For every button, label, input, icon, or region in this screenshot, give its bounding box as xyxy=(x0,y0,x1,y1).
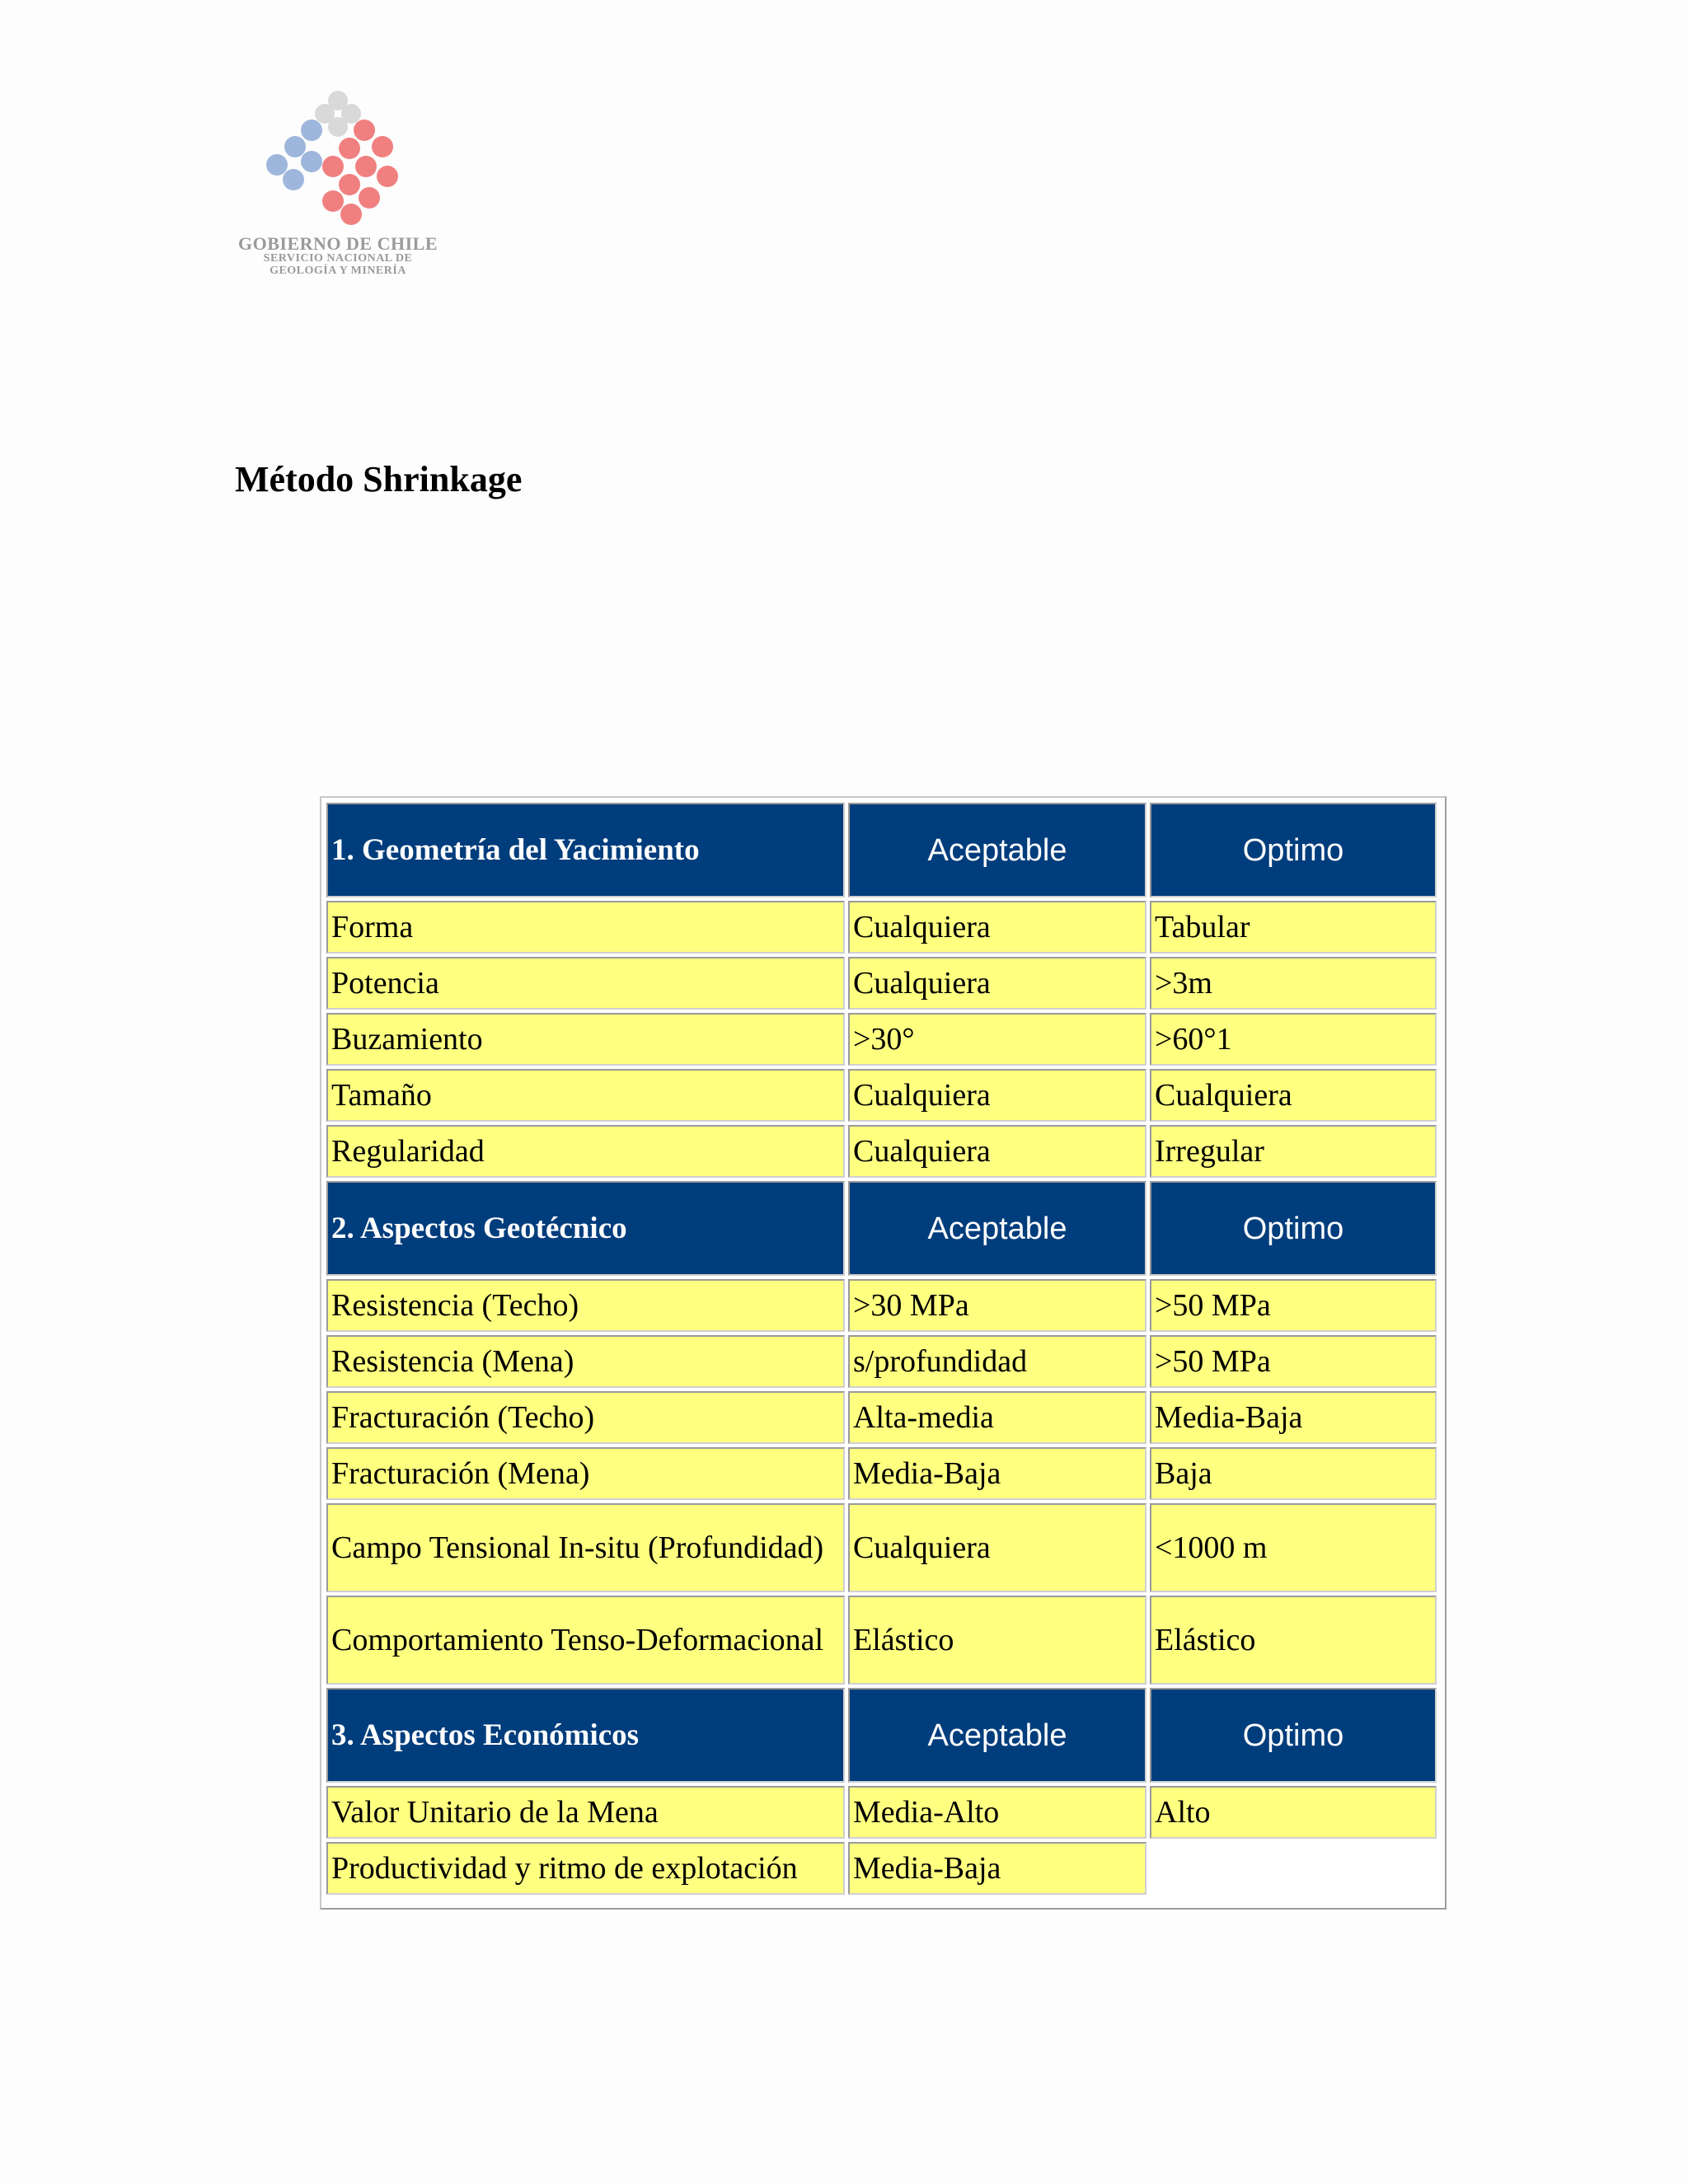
section-title: 2. Aspectos Geotécnico xyxy=(326,1181,845,1276)
logo-text xyxy=(231,234,445,277)
aceptable-cell: Cualquiera xyxy=(848,1069,1146,1122)
optimo-cell: <1000 m xyxy=(1150,1503,1437,1592)
optimo-cell: >60°1 xyxy=(1150,1013,1437,1066)
section-header-row xyxy=(326,803,1437,898)
criterion-cell: Regularidad xyxy=(326,1125,845,1178)
optimo-cell: Tabular xyxy=(1150,901,1437,954)
criterion-cell: Fracturación (Techo) xyxy=(326,1391,845,1444)
table-row xyxy=(326,1503,1437,1592)
optimo-cell: Alto xyxy=(1150,1786,1437,1839)
section-title: 3. Aspectos Económicos xyxy=(326,1688,845,1783)
logo xyxy=(231,89,445,287)
aceptable-cell: Cualquiera xyxy=(848,1125,1146,1178)
criterion-cell: Comportamiento Tenso-Deformacional xyxy=(326,1596,845,1685)
column-header-optimo: Optimo xyxy=(1150,1688,1437,1783)
logo-line-3: GEOLOGÍA Y MINERÍA xyxy=(270,264,406,277)
optimo-cell: >50 MPa xyxy=(1150,1335,1437,1388)
column-header-aceptable: Aceptable xyxy=(848,1688,1146,1783)
criterion-cell: Forma xyxy=(326,901,845,954)
table-row xyxy=(326,1335,1437,1388)
optimo-cell: Elástico xyxy=(1150,1596,1437,1685)
section-header-row xyxy=(326,1181,1437,1276)
optimo-cell: Media-Baja xyxy=(1150,1391,1437,1444)
section-title: 1. Geometría del Yacimiento xyxy=(326,803,845,898)
aceptable-cell: Alta-media xyxy=(848,1391,1146,1444)
optimo-cell: >50 MPa xyxy=(1150,1279,1437,1332)
table-row xyxy=(326,1125,1437,1178)
column-header-optimo: Optimo xyxy=(1150,803,1437,898)
criteria-table-frame xyxy=(320,796,1447,1910)
table-row xyxy=(326,1786,1437,1839)
optimo-cell: Baja xyxy=(1150,1447,1437,1500)
table-row xyxy=(326,1447,1437,1500)
criterion-cell: Buzamiento xyxy=(326,1013,845,1066)
criteria-table xyxy=(323,799,1440,1898)
table-row xyxy=(326,1069,1437,1122)
aceptable-cell: s/profundidad xyxy=(848,1335,1146,1388)
aceptable-cell: Media-Baja xyxy=(848,1447,1146,1500)
aceptable-cell: >30 MPa xyxy=(848,1279,1146,1332)
criterion-cell: Fracturación (Mena) xyxy=(326,1447,845,1500)
logo-line-1: GOBIERNO DE CHILE xyxy=(238,233,438,254)
optimo-cell: >3m xyxy=(1150,957,1437,1010)
criterion-cell: Resistencia (Techo) xyxy=(326,1279,845,1332)
empty-cell xyxy=(1150,1842,1437,1895)
optimo-cell: Cualquiera xyxy=(1150,1069,1437,1122)
column-header-aceptable: Aceptable xyxy=(848,1181,1146,1276)
page-title: Método Shrinkage xyxy=(235,459,523,499)
column-header-optimo: Optimo xyxy=(1150,1181,1437,1276)
table-row xyxy=(326,1013,1437,1066)
criterion-cell: Campo Tensional In-situ (Profundidad) xyxy=(326,1503,845,1592)
table-row xyxy=(326,1842,1437,1895)
criterion-cell: Potencia xyxy=(326,957,845,1010)
criterion-cell: Valor Unitario de la Mena xyxy=(326,1786,845,1839)
aceptable-cell: Cualquiera xyxy=(848,1503,1146,1592)
criterion-cell: Tamaño xyxy=(326,1069,845,1122)
aceptable-cell: Elástico xyxy=(848,1596,1146,1685)
aceptable-cell: >30° xyxy=(848,1013,1146,1066)
optimo-cell: Irregular xyxy=(1150,1125,1437,1178)
table-row xyxy=(326,1391,1437,1444)
table-row xyxy=(326,901,1437,954)
table-row xyxy=(326,1596,1437,1685)
aceptable-cell: Media-Baja xyxy=(848,1842,1146,1895)
section-header-row xyxy=(326,1688,1437,1783)
aceptable-cell: Cualquiera xyxy=(848,957,1146,1010)
table-row xyxy=(326,957,1437,1010)
criterion-cell: Resistencia (Mena) xyxy=(326,1335,845,1388)
logo-line-2: SERVICIO NACIONAL DE xyxy=(263,252,413,265)
column-header-aceptable: Aceptable xyxy=(848,803,1146,898)
aceptable-cell: Cualquiera xyxy=(848,901,1146,954)
criterion-cell: Productividad y ritmo de explotación xyxy=(326,1842,845,1895)
table-row xyxy=(326,1279,1437,1332)
aceptable-cell: Media-Alto xyxy=(848,1786,1146,1839)
logo-mark-icon xyxy=(264,89,412,229)
